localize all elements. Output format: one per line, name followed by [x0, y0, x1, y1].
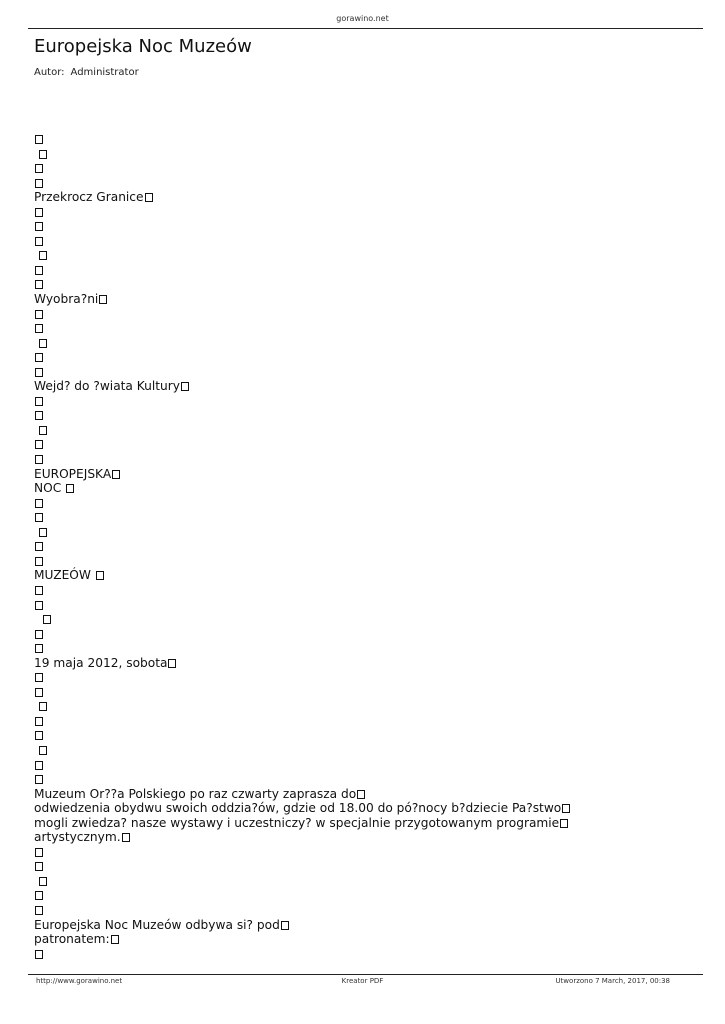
- content-line: [34, 699, 694, 714]
- content-line: [34, 467, 694, 482]
- missing-glyph-icon: [35, 208, 43, 217]
- content-line: [34, 132, 694, 147]
- missing-glyph-icon: [35, 280, 43, 289]
- content-line: [34, 859, 694, 874]
- missing-glyph-icon: [35, 513, 43, 522]
- content-line: [34, 830, 694, 845]
- content-line: [34, 379, 694, 394]
- content-line: [34, 627, 694, 642]
- missing-glyph-icon: [35, 731, 43, 740]
- content-line-text: Europejska Noc Muzeów odbywa si? pod: [34, 917, 280, 932]
- content-line-text: Muzeum Or??a Polskiego po raz czwarty zaprasza do: [34, 786, 357, 801]
- content-line-text: NOC: [34, 481, 66, 496]
- content-line-text: Wyobra?ni: [34, 292, 99, 307]
- content-line-text: [34, 147, 38, 161]
- content-line: [34, 205, 694, 220]
- missing-glyph-icon: [35, 906, 43, 915]
- content-line: [34, 612, 694, 627]
- missing-glyph-icon: [39, 339, 47, 348]
- missing-glyph-icon: [35, 557, 43, 566]
- content-line: [34, 307, 694, 322]
- footer-created: Utworzono 7 March, 2017, 00:38: [555, 977, 670, 985]
- missing-glyph-icon: [562, 804, 570, 813]
- missing-glyph-icon: [35, 455, 43, 464]
- site-header: gorawino.net: [336, 14, 389, 23]
- missing-glyph-icon: [35, 717, 43, 726]
- content-line: [34, 481, 694, 496]
- content-line-text: patronatem:: [34, 932, 110, 947]
- missing-glyph-icon: [35, 310, 43, 319]
- content-line: [34, 641, 694, 656]
- content-line: [34, 772, 694, 787]
- content-line-text: [34, 699, 38, 713]
- missing-glyph-icon: [39, 702, 47, 711]
- missing-glyph-icon: [35, 630, 43, 639]
- content-line: [34, 263, 694, 278]
- content-line-text: [34, 336, 38, 350]
- missing-glyph-icon: [35, 950, 43, 959]
- content-line-text: [34, 525, 38, 539]
- footer-generator: Kreator PDF: [341, 977, 384, 985]
- content-line-text: odwiedzenia obydwu swoich oddzia?ów, gdzie od 18.00 do pó?nocy b?dziecie Pa?stwo: [34, 801, 562, 816]
- content-line-text: mogli zwiedza? nasze wystawy i uczestniczy? w specjalnie przygotowanym programie: [34, 815, 560, 830]
- missing-glyph-icon: [39, 528, 47, 537]
- content-line-text: 19 maja 2012, sobota: [34, 655, 168, 670]
- missing-glyph-icon: [111, 935, 119, 944]
- missing-glyph-icon: [35, 164, 43, 173]
- missing-glyph-icon: [35, 644, 43, 653]
- footer-url: http://www.gorawino.net: [36, 977, 123, 985]
- missing-glyph-icon: [66, 484, 74, 493]
- content-line: [34, 394, 694, 409]
- content-line: [34, 685, 694, 700]
- content-line: [34, 670, 694, 685]
- content-line: [34, 277, 694, 292]
- content-line: [34, 234, 694, 249]
- content-line: [34, 350, 694, 365]
- missing-glyph-icon: [35, 368, 43, 377]
- missing-glyph-icon: [35, 542, 43, 551]
- content-line: [34, 554, 694, 569]
- content-line: [34, 932, 694, 947]
- content-line: [34, 714, 694, 729]
- content-line: [34, 292, 694, 307]
- missing-glyph-icon: [35, 688, 43, 697]
- content-line: [34, 161, 694, 176]
- content-line-text: [34, 874, 38, 888]
- content-line: [34, 248, 694, 263]
- content-line: [34, 598, 694, 613]
- missing-glyph-icon: [35, 353, 43, 362]
- missing-glyph-icon: [96, 571, 104, 580]
- content-line-text: [34, 743, 38, 757]
- content-line-text: MUZEÓW: [34, 568, 95, 583]
- content-line: [34, 496, 694, 511]
- author-label: Autor:: [34, 67, 65, 78]
- content-line: [34, 539, 694, 554]
- content-line: [34, 190, 694, 205]
- content-line-text: [34, 612, 42, 626]
- content-line-text: Wejd? do ?wiata Kultury: [34, 379, 180, 394]
- top-divider: [28, 28, 703, 29]
- missing-glyph-icon: [35, 775, 43, 784]
- missing-glyph-icon: [35, 761, 43, 770]
- content-line: [34, 801, 694, 816]
- content-line: [34, 787, 694, 802]
- content-line-text: Przekrocz Granice: [34, 190, 144, 205]
- content-line-text: [34, 248, 38, 262]
- missing-glyph-icon: [560, 819, 568, 828]
- missing-glyph-icon: [99, 295, 107, 304]
- content-line: [34, 888, 694, 903]
- content-line: [34, 568, 694, 583]
- content-line: [34, 874, 694, 889]
- missing-glyph-icon: [35, 499, 43, 508]
- content-line: [34, 423, 694, 438]
- missing-glyph-icon: [35, 222, 43, 231]
- missing-glyph-icon: [39, 150, 47, 159]
- missing-glyph-icon: [35, 440, 43, 449]
- missing-glyph-icon: [35, 266, 43, 275]
- missing-glyph-icon: [181, 382, 189, 391]
- missing-glyph-icon: [35, 586, 43, 595]
- missing-glyph-icon: [35, 601, 43, 610]
- content-line: [34, 219, 694, 234]
- content-line-text: EUROPEJSKA: [34, 466, 112, 481]
- content-line: [34, 816, 694, 831]
- content-line: [34, 743, 694, 758]
- content-line: [34, 408, 694, 423]
- content-line: [34, 176, 694, 191]
- missing-glyph-icon: [39, 877, 47, 886]
- content-line: [34, 510, 694, 525]
- missing-glyph-icon: [281, 921, 289, 930]
- missing-glyph-icon: [145, 193, 153, 202]
- content-line: [34, 903, 694, 918]
- missing-glyph-icon: [35, 237, 43, 246]
- missing-glyph-icon: [35, 324, 43, 333]
- missing-glyph-icon: [35, 411, 43, 420]
- missing-glyph-icon: [35, 179, 43, 188]
- missing-glyph-icon: [35, 891, 43, 900]
- missing-glyph-icon: [112, 470, 120, 479]
- content-line: [34, 583, 694, 598]
- content-line: [34, 845, 694, 860]
- missing-glyph-icon: [357, 790, 365, 799]
- missing-glyph-icon: [35, 673, 43, 682]
- content-line: [34, 147, 694, 162]
- missing-glyph-icon: [35, 848, 43, 857]
- missing-glyph-icon: [35, 397, 43, 406]
- content-line: [34, 321, 694, 336]
- content-line: [34, 758, 694, 773]
- missing-glyph-icon: [168, 659, 176, 668]
- content-line: [34, 452, 694, 467]
- content-line: [34, 525, 694, 540]
- bottom-divider: [28, 974, 703, 975]
- content-line: [34, 656, 694, 671]
- content-line: [34, 336, 694, 351]
- missing-glyph-icon: [122, 833, 130, 842]
- author-line: [34, 67, 139, 78]
- page-title: Europejska Noc Muzeów: [34, 36, 252, 57]
- missing-glyph-icon: [39, 426, 47, 435]
- author-name: Administrator: [70, 67, 139, 78]
- article-body: [34, 132, 694, 961]
- content-line-text: artystycznym.: [34, 830, 121, 845]
- content-line: [34, 947, 694, 962]
- missing-glyph-icon: [43, 615, 51, 624]
- content-line: [34, 918, 694, 933]
- content-line: [34, 365, 694, 380]
- missing-glyph-icon: [35, 135, 43, 144]
- missing-glyph-icon: [39, 746, 47, 755]
- content-line: [34, 437, 694, 452]
- content-line: [34, 728, 694, 743]
- missing-glyph-icon: [35, 862, 43, 871]
- content-line-text: [34, 423, 38, 437]
- missing-glyph-icon: [39, 251, 47, 260]
